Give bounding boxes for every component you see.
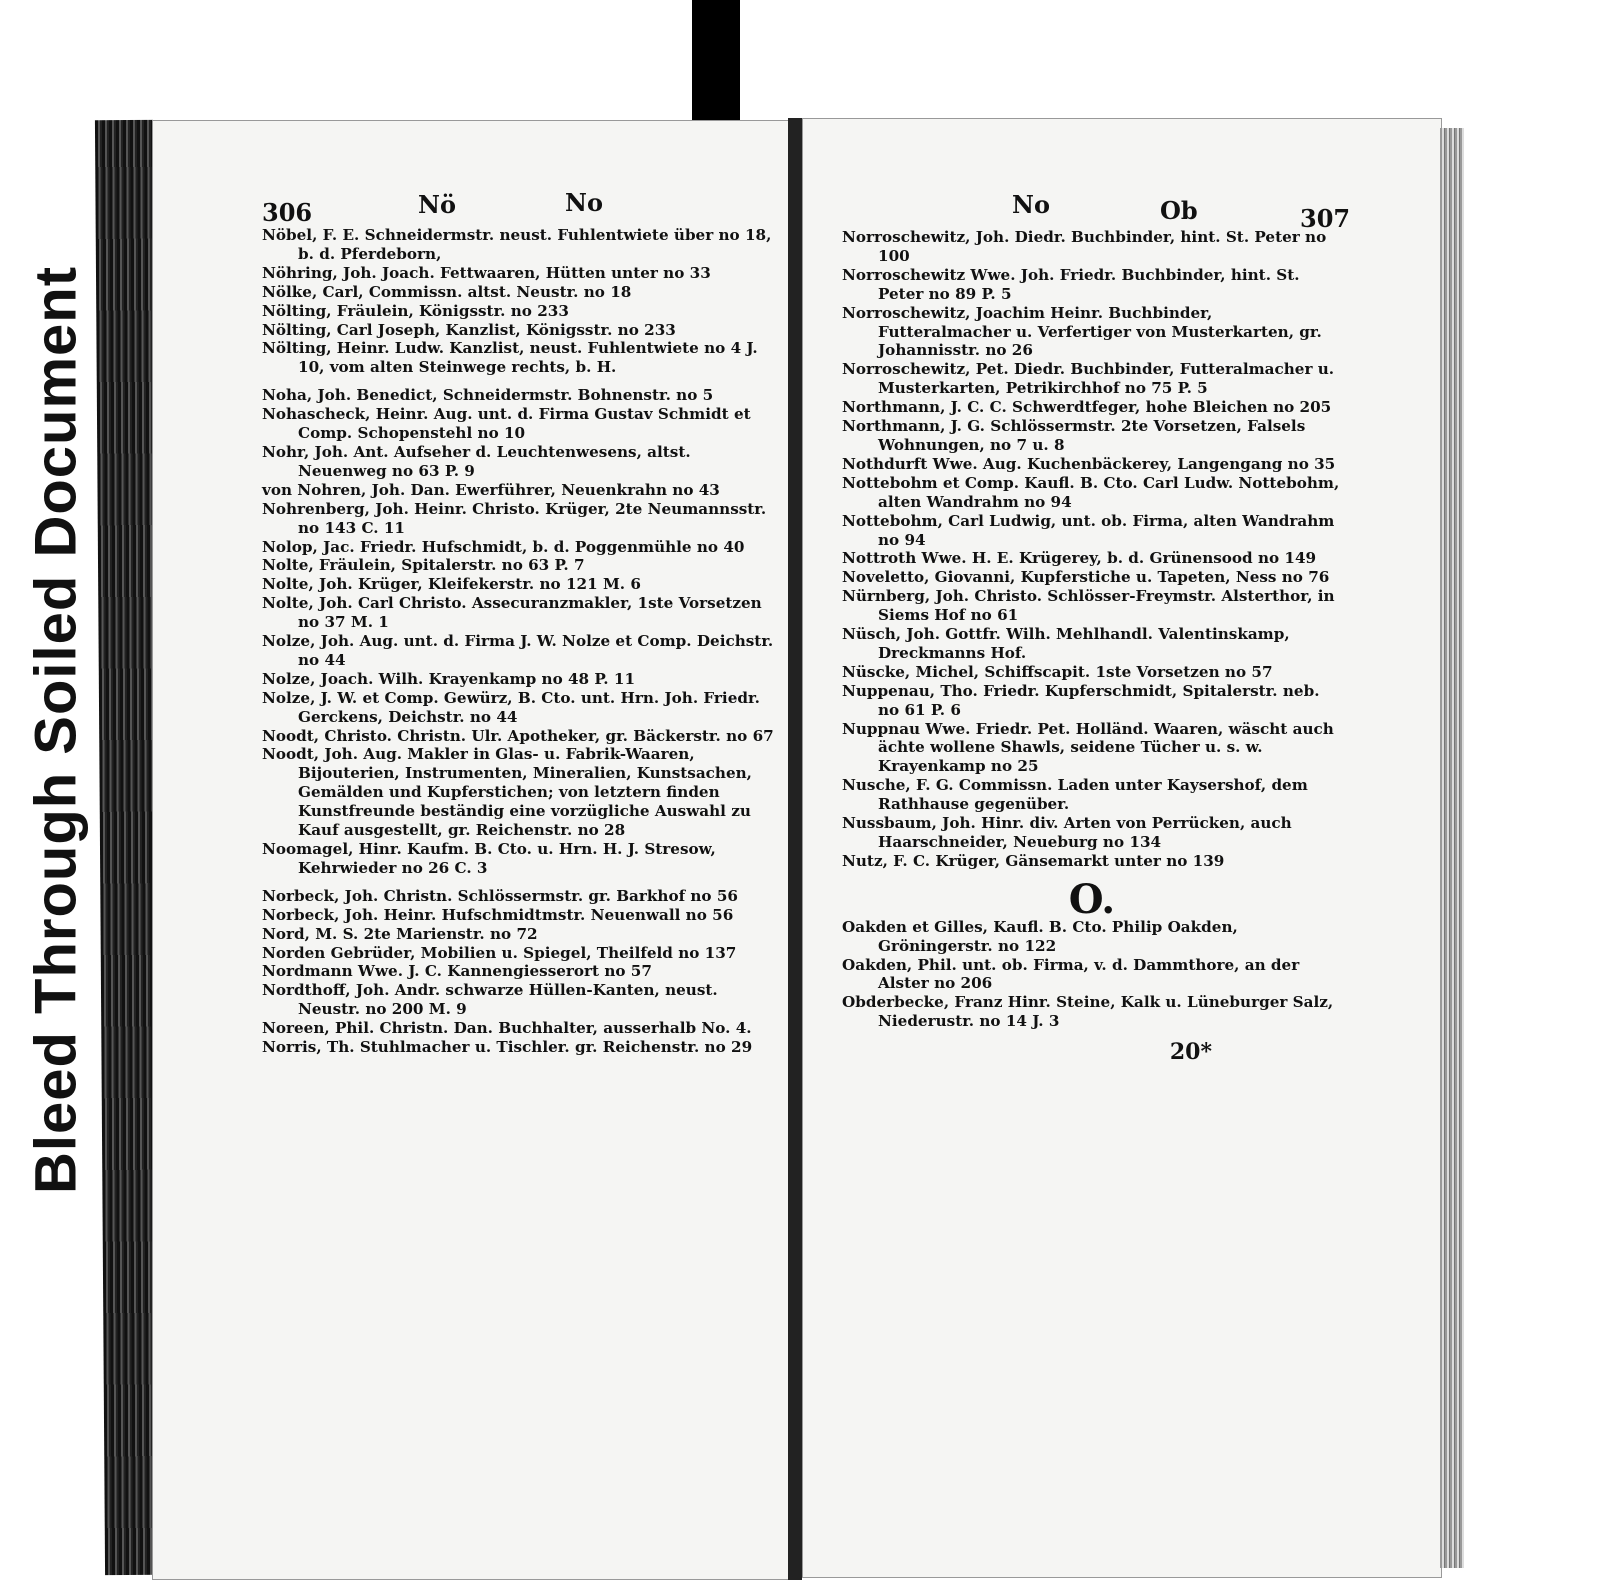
right-page-edges [1440,128,1464,1568]
directory-entry: Nölting, Carl Joseph, Kanzlist, Königsstr. no 233 [262,320,676,339]
directory-entry: Noreen, Phil. Christn. Dan. Buchhalter, ausserhalb No. 4. [262,1019,752,1038]
directory-entry: Nüscke, Michel, Schiffscapit. 1ste Vorsetzen no 57 [842,662,1273,681]
section-letter: O. [1068,875,1116,923]
right-header-right: Ob [1160,196,1198,225]
left-header-right: No [565,188,603,217]
book-gutter [788,118,802,1580]
directory-entry: Nöbel, F. E. Schneidermstr. neust. Fuhlentwiete über no 18, b. d. Pferdeborn, [262,226,772,263]
directory-entry: Nolte, Joh. Carl Christo. Assecuranzmakler, 1ste Vorsetzen no 37 M. 1 [262,594,762,632]
directory-entry: Nottebohm, Carl Ludwig, unt. ob. Firma, alten Wandrahm no 94 [842,511,1335,549]
directory-entry: Nolop, Jac. Friedr. Hufschmidt, b. d. Poggenmühle no 40 [262,537,745,556]
left-entries [262,226,774,1057]
directory-entry: Nottebohm et Comp. Kaufl. B. Cto. Carl Ludw. Nottebohm, alten Wandrahm no 94 [842,473,1340,511]
directory-entry: Nothdurft Wwe. Aug. Kuchenbäckerey, Langengang no 35 [842,454,1336,473]
right-page-number: 307 [1300,204,1351,233]
left-header-left: Nö [418,190,456,219]
directory-entry: Nohr, Joh. Ant. Aufseher d. Leuchtenwesens, altst. Neuenweg no 63 P. 9 [262,442,691,480]
directory-entry: Nölting, Fräulein, Königsstr. no 233 [262,301,569,320]
directory-entry: Nussbaum, Joh. Hinr. div. Arten von Perrücken, auch Haarschneider, Neueburg no 134 [842,814,1292,851]
directory-entry: Noomagel, Hinr. Kaufm. B. Cto. u. Hrn. H. J. Stresow, Kehrwieder no 26 C. 3 [262,840,716,877]
directory-entry: Noodt, Christo. Christn. Ulr. Apotheker, gr. Bäckerstr. no 67 [262,726,774,745]
directory-entry: Norroschewitz, Joh. Diedr. Buchbinder, hint. St. Peter no 100 [842,228,1327,265]
signature-mark: 20* [1169,1039,1212,1066]
directory-entry: Oakden et Gilles, Kaufl. B. Cto. Philip Oakden, Gröningerstr. no 122 [842,917,1238,955]
directory-entry: Nordthoff, Joh. Andr. schwarze Hüllen-Kanten, neust. Neustr. no 200 M. 9 [262,981,718,1019]
directory-entry: Nolze, Joh. Aug. unt. d. Firma J. W. Nolze et Comp. Deichstr. no 44 [262,632,774,669]
binding-strap-top [692,0,740,130]
directory-entry: Northmann, J. G. Schlössermstr. 2te Vorsetzen, Falsels Wohnungen, no 7 u. 8 [842,417,1306,454]
directory-entry: Norroschewitz Wwe. Joh. Friedr. Buchbinder, hint. St. Peter no 89 P. 5 [842,265,1300,303]
directory-entry: Nolze, J. W. et Comp. Gewürz, B. Cto. unt. Hrn. Joh. Friedr. Gerckens, Deichstr. no 44 [262,688,760,726]
directory-entry: Nusche, F. G. Commissn. Laden unter Kaysershof, dem Rathhause gegenüber. [842,776,1308,814]
directory-entry: Nuppenau, Tho. Friedr. Kupferschmidt, Spitalerstr. neb. no 61 P. 6 [842,681,1320,719]
directory-entry: Norbeck, Joh. Heinr. Hufschmidtmstr. Neuenwall no 56 [262,905,734,924]
entry-gap [262,377,774,386]
directory-entry: Nölke, Carl, Commissn. altst. Neustr. no 18 [262,282,632,301]
directory-entry: Norden Gebrüder, Mobilien u. Spiegel, Theilfeld no 137 [262,943,737,962]
directory-entry: Nordmann Wwe. J. C. Kannengiesserort no 57 [262,962,652,981]
directory-entry: Obderbecke, Franz Hinr. Steine, Kalk u. Lüneburger Salz, Niederustr. no 14 J. 3 [842,993,1334,1031]
directory-entry: Nürnberg, Joh. Christo. Schlösser-Freymstr. Alsterthor, in Siems Hof no 61 [842,587,1335,625]
directory-entry: Nutz, F. C. Krüger, Gänsemarkt unter no 139 [842,851,1225,870]
side-label-text: Bleed Through Soiled Document [23,265,89,1195]
directory-entry: Nüsch, Joh. Gottfr. Wilh. Mehlhandl. Valentinskamp, Dreckmanns Hof. [842,625,1290,662]
directory-entry: Nottroth Wwe. H. E. Krügerey, b. d. Grünensood no 149 [842,549,1317,568]
directory-entry: Norris, Th. Stuhlmacher u. Tischler. gr. Reichenstr. no 29 [262,1038,753,1057]
directory-entry: Nöhring, Joh. Joach. Fettwaaren, Hütten unter no 33 [262,263,711,282]
directory-entry: Norroschewitz, Pet. Diedr. Buchbinder, Futteralmacher u. Musterkarten, Petrikirchhof no 75 P. 5 [842,360,1335,398]
directory-entry: Nolte, Fräulein, Spitalerstr. no 63 P. 7 [262,556,585,575]
directory-entry: Nolte, Joh. Krüger, Kleifekerstr. no 121 M. 6 [262,575,641,594]
directory-entry: Nord, M. S. 2te Marienstr. no 72 [262,924,538,943]
directory-entry: Norbeck, Joh. Christn. Schlössermstr. gr. Barkhof no 56 [262,886,738,905]
directory-entry: Noodt, Joh. Aug. Makler in Glas- u. Fabrik-Waaren, Bijouterien, Instrumenten, Mineralien, Kunstsachen, Gemälden und Kupferstichen; von letztern finden Kunstfreunde beständig eine vorzügliche Auswahl zu Kauf ausgestellt, gr. Reichenstr. no 28 [262,745,752,840]
right-header-left: No [1012,190,1050,219]
directory-entry: Nohrenberg, Joh. Heinr. Christo. Krüger, 2te Neumannsstr. no 143 C. 11 [262,499,767,537]
directory-entry: Noha, Joh. Benedict, Schneidermstr. Bohnenstr. no 5 [262,386,714,405]
directory-entry: Nohascheck, Heinr. Aug. unt. d. Firma Gustav Schmidt et Comp. Schopenstehl no 10 [262,405,751,443]
directory-entry: von Nohren, Joh. Dan. Ewerführer, Neuenkrahn no 43 [262,480,720,499]
directory-entry: Nuppnau Wwe. Friedr. Pet. Holländ. Waaren, wäscht auch ächte wollene Shawls, seidene Tücher u. s. w. Krayenkamp no 25 [842,719,1334,776]
right-entries [842,228,1342,1066]
directory-entry: Nölting, Heinr. Ludw. Kanzlist, neust. Fuhlentwiete no 4 J. 10, vom alten Steinwege rechts, b. H. [262,339,758,377]
directory-entry: Oakden, Phil. unt. ob. Firma, v. d. Dammthore, an der Alster no 206 [842,955,1300,993]
directory-entry: Nolze, Joach. Wilh. Krayenkamp no 48 P. 11 [262,669,636,688]
left-page-number: 306 [262,198,313,227]
directory-entry: Norroschewitz, Joachim Heinr. Buchbinder, Futteralmacher u. Verfertiger von Musterkarten, gr. Johannisstr. no 26 [842,303,1322,360]
entry-gap [262,878,774,887]
directory-entry: Noveletto, Giovanni, Kupferstiche u. Tapeten, Ness no 76 [842,568,1330,587]
directory-entry: Northmann, J. C. C. Schwerdtfeger, hohe Bleichen no 205 [842,398,1332,417]
side-label [8,150,105,1310]
